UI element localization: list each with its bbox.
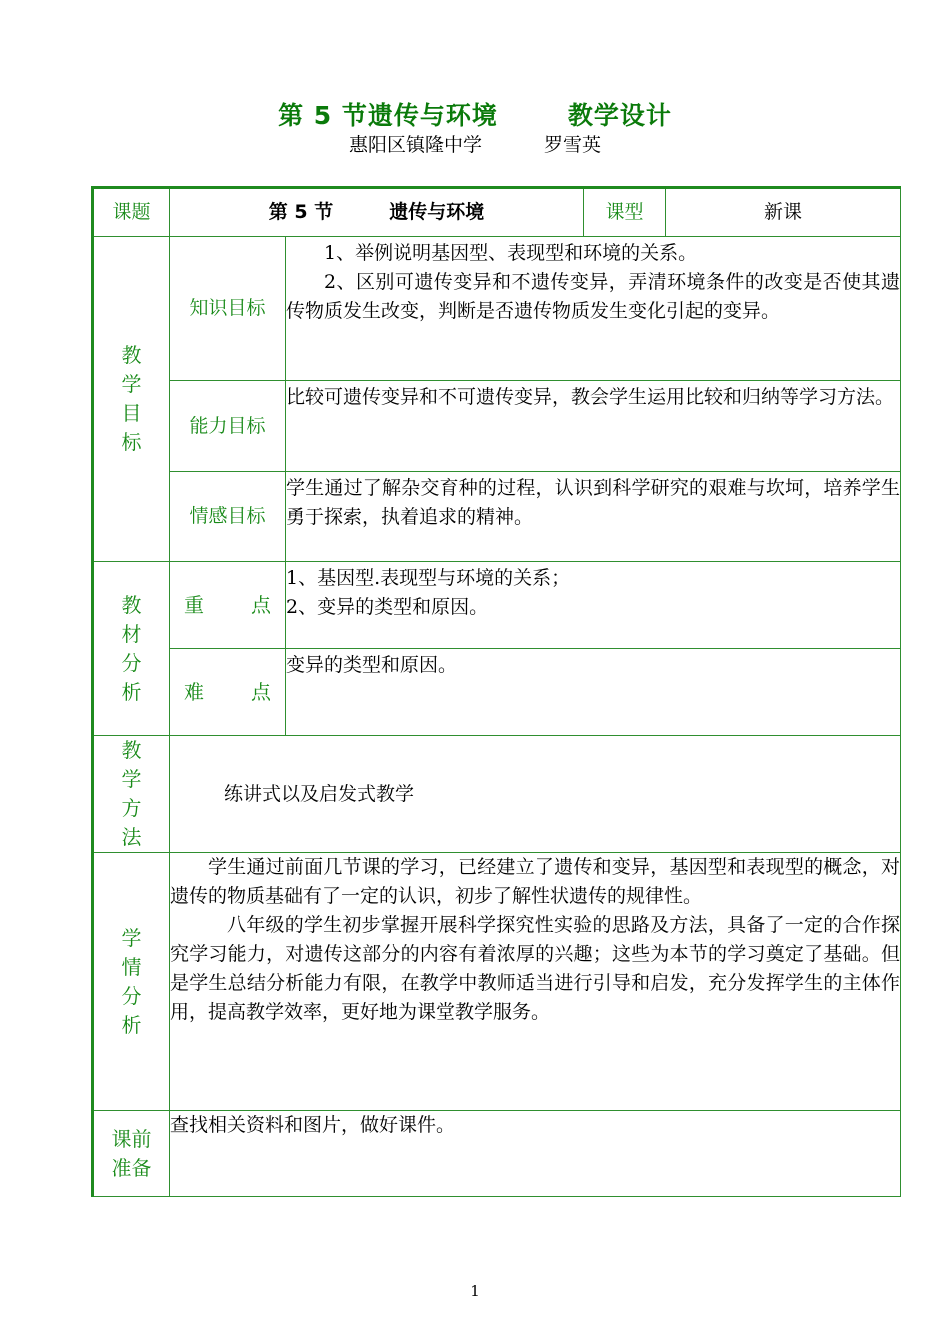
title-side: 教学设计 (567, 101, 672, 130)
topic-label: 课题 (93, 188, 170, 237)
page-title (0, 96, 950, 132)
prep-header: 课前 准备 (93, 1111, 170, 1197)
topic-value (170, 188, 584, 237)
ability-label: 能力目标 (170, 381, 286, 472)
knowledge-text: 1、举例说明基因型、表现型和环境的关系。 2、区别可遗传变异和不遗传变异，弄清环境条件的改变是否使其遗传物质发生改变，判断是否遗传物质发生变化引起的变异。 (286, 237, 901, 381)
ability-text: 比较可遗传变异和不可遗传变异，教会学生运用比较和归纳等学习方法。 (286, 381, 901, 472)
key-point-text: 1、基因型.表现型与环境的关系； 2、变异的类型和原因。 (286, 562, 901, 649)
key-point-label: 重 点 (170, 562, 286, 649)
lesson-table (91, 186, 901, 1197)
ability-row (93, 381, 901, 472)
method-text: 练讲式以及启发式教学 (170, 736, 901, 853)
school-name: 惠阳区镇隆中学 (348, 134, 482, 156)
topic-name: 遗传与环境 (389, 201, 485, 223)
knowledge-row (93, 237, 901, 381)
students-para-1: 学生通过前面几节课的学习，已经建立了遗传和变异，基因型和表现型的概念，对遗传的物质基础有了一定的认识，初步了解性状遗传的规律性。 (170, 856, 900, 907)
difficult-point-row (93, 649, 901, 736)
title-main: 第 5 节遗传与环境 (278, 101, 498, 130)
teacher-name: 罗雪英 (544, 134, 602, 156)
method-header: 教 学 方 法 (93, 736, 170, 853)
type-label: 课型 (584, 188, 666, 237)
knowledge-label: 知识目标 (170, 237, 286, 381)
prep-text: 查找相关资料和图片，做好课件。 (170, 1111, 901, 1197)
students-header: 学 情 分 析 (93, 853, 170, 1111)
topic-row (93, 188, 901, 237)
method-row (93, 736, 901, 853)
type-value: 新课 (666, 188, 901, 237)
author-line (0, 130, 950, 157)
students-text (170, 853, 901, 1111)
emotion-label: 情感目标 (170, 472, 286, 562)
page-number: 1 (470, 1282, 480, 1300)
students-para-2: 八年级的学生初步掌握开展科学探究性实验的思路及方法，具备了一定的合作探究学习能力，对遗传这部分的内容有着浓厚的兴趣；这些为本节的学习奠定了基础。但是学生总结分析能力有限，在教学中教师适当进行引导和启发，充分发挥学生的主体作用，提高教学效率，更好地为课堂教学服务。 (170, 914, 900, 1023)
emotion-text: 学生通过了解杂交育种的过程，认识到科学研究的艰难与坎坷，培养学生勇于探索，执着追求的精神。 (286, 472, 901, 562)
key-point-row (93, 562, 901, 649)
difficult-point-text: 变异的类型和原因。 (286, 649, 901, 736)
prep-row (93, 1111, 901, 1197)
topic-section: 第 5 节 (268, 201, 334, 223)
emotion-row (93, 472, 901, 562)
students-row (93, 853, 901, 1111)
difficult-point-label: 难 点 (170, 649, 286, 736)
analysis-header: 教 材 分 析 (93, 562, 170, 736)
goals-header: 教 学 目 标 (93, 237, 170, 562)
